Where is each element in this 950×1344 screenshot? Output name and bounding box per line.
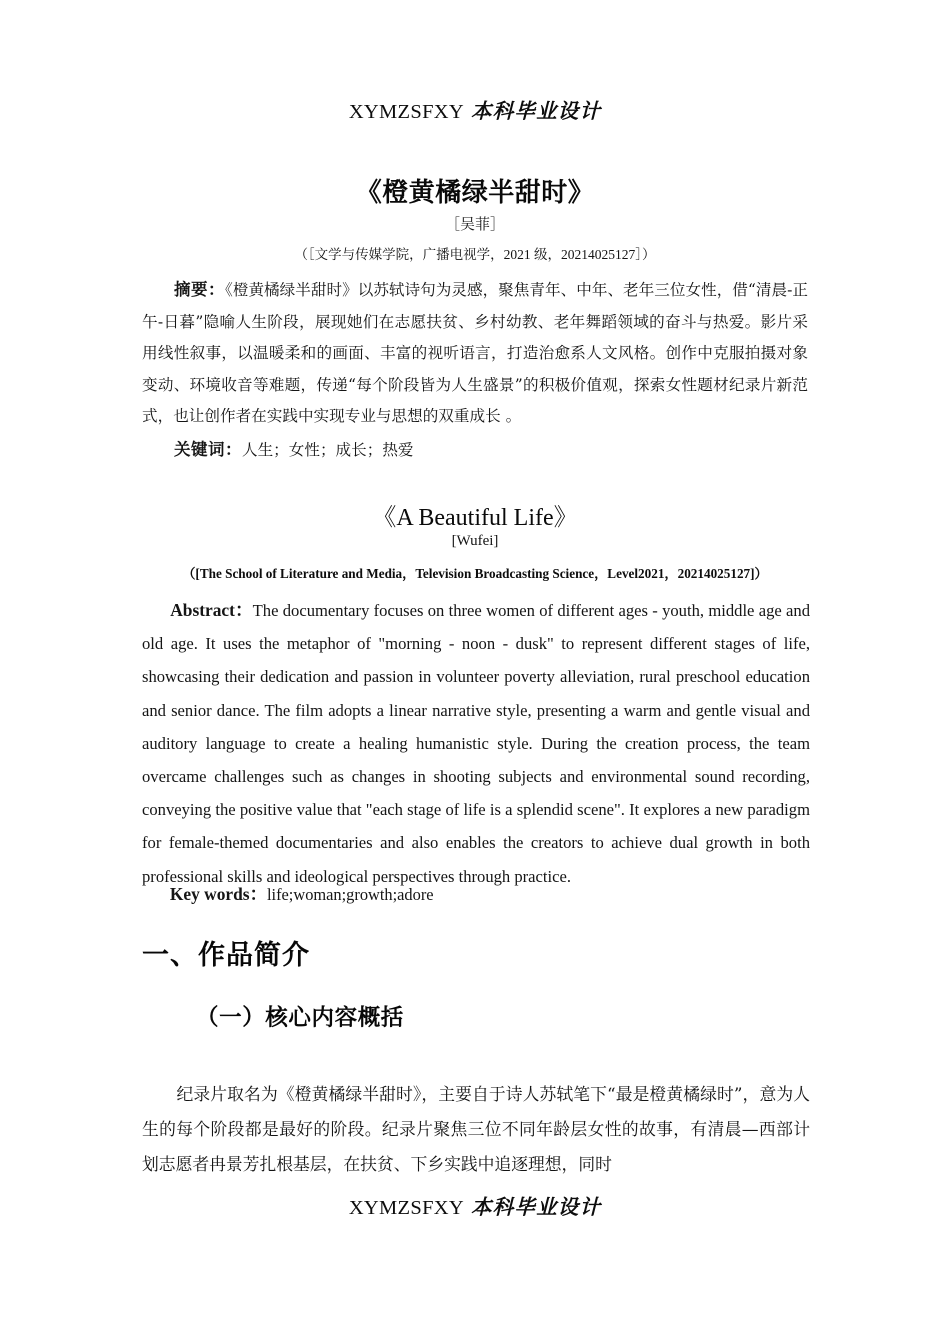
keywords-chinese [142, 434, 808, 467]
running-foot-cjk: 本科毕业设计 [470, 1195, 602, 1219]
abstract-text-chinese: 《橙黄橘绿半甜时》以苏轼诗句为灵感，聚焦青年、中年、老年三位女性，借“清晨-正午-日暮”隐喻人生阶段，展现她们在志愿扶贫、乡村幼教、老年舞蹈领域的奋斗与热爱。影片采用线性叙事，以温暖柔和的画面、丰富的视听语言，打造治愈系人文风格。创作中克服拍摄对象变动、环境收音等难题，传递“每个阶段皆为人生盛景”的积极价值观，探索女性题材纪录片新范式，也让创作者在实践中实现专业与思想的双重成长 。 [142, 281, 808, 425]
abstract-label-english: Abstract： [170, 600, 253, 620]
keywords-text-chinese: 人生；女性；成长；热爱 [241, 441, 414, 459]
keywords-label-english: Key words： [169, 884, 267, 904]
running-foot-latin: XYMZSFXY [348, 1197, 464, 1219]
affiliation-chinese: （［文学与传媒学院，广播电视学，2021 级，20214025127］） [294, 247, 656, 262]
running-head-latin: XYMZSFXY [348, 101, 464, 123]
page-title-english: 《A Beautiful Life》 [372, 505, 578, 531]
section-heading-1-1: （一）核心内容概括 [196, 1005, 404, 1031]
section-heading-1: 一、作品简介 [142, 940, 310, 971]
abstract-chinese [142, 274, 808, 433]
body-paragraph-1-text: 纪录片取名为《橙黄橘绿半甜时》，主要自于诗人苏轼笔下“最是橙黄橘绿时”，意为人生的每个阶段都是最好的阶段。纪录片聚焦三位不同年龄层女性的故事，有清晨—西部计划志愿者冉景芳扎根基层，在扶贫、下乡实践中追逐理想，同时 [142, 1084, 810, 1174]
abstract-english [142, 594, 810, 893]
keywords-label-chinese: 关键词： [173, 440, 242, 459]
keywords-text-english: life;woman;growth;adore [266, 885, 434, 904]
abstract-text-english: The documentary focuses on three women of different ages - youth, middle age and old age. It uses the metaphor of "morning - noon - dusk" to represent different stages of life, showcasing their dedication and passion in volunteer poverty alleviation, rural preschool education and senior dance. The film adopts a linear narrative style, presenting a warm and gentle visual and auditory language to create a healing humanistic style. During the creation process, the team overcame challenges such as changes in shooting subjects and environmental sound recording, conveying the positive value that "each stage of life is a splendid scene". It explores a new paradigm for female-themed documentaries and also enables the creators to achieve dual growth in both professional skills and ideological perspectives through practice. [142, 601, 811, 886]
affiliation-english: （[The School of Literature and Media，Television Broadcasting Science，Level2021，20214025127]） [182, 566, 768, 581]
running-head-cjk: 本科毕业设计 [470, 99, 602, 123]
author-chinese: ［吴菲］ [444, 217, 505, 233]
running-head-top [0, 94, 950, 124]
body-paragraph-1 [142, 1077, 810, 1182]
author-english: [Wufei] [451, 533, 499, 549]
keywords-english [142, 878, 810, 911]
page-title-chinese: 《橙黄橘绿半甜时》 [355, 178, 595, 208]
abstract-label-chinese: 摘要： [173, 280, 226, 299]
running-head-bottom [0, 1190, 950, 1220]
